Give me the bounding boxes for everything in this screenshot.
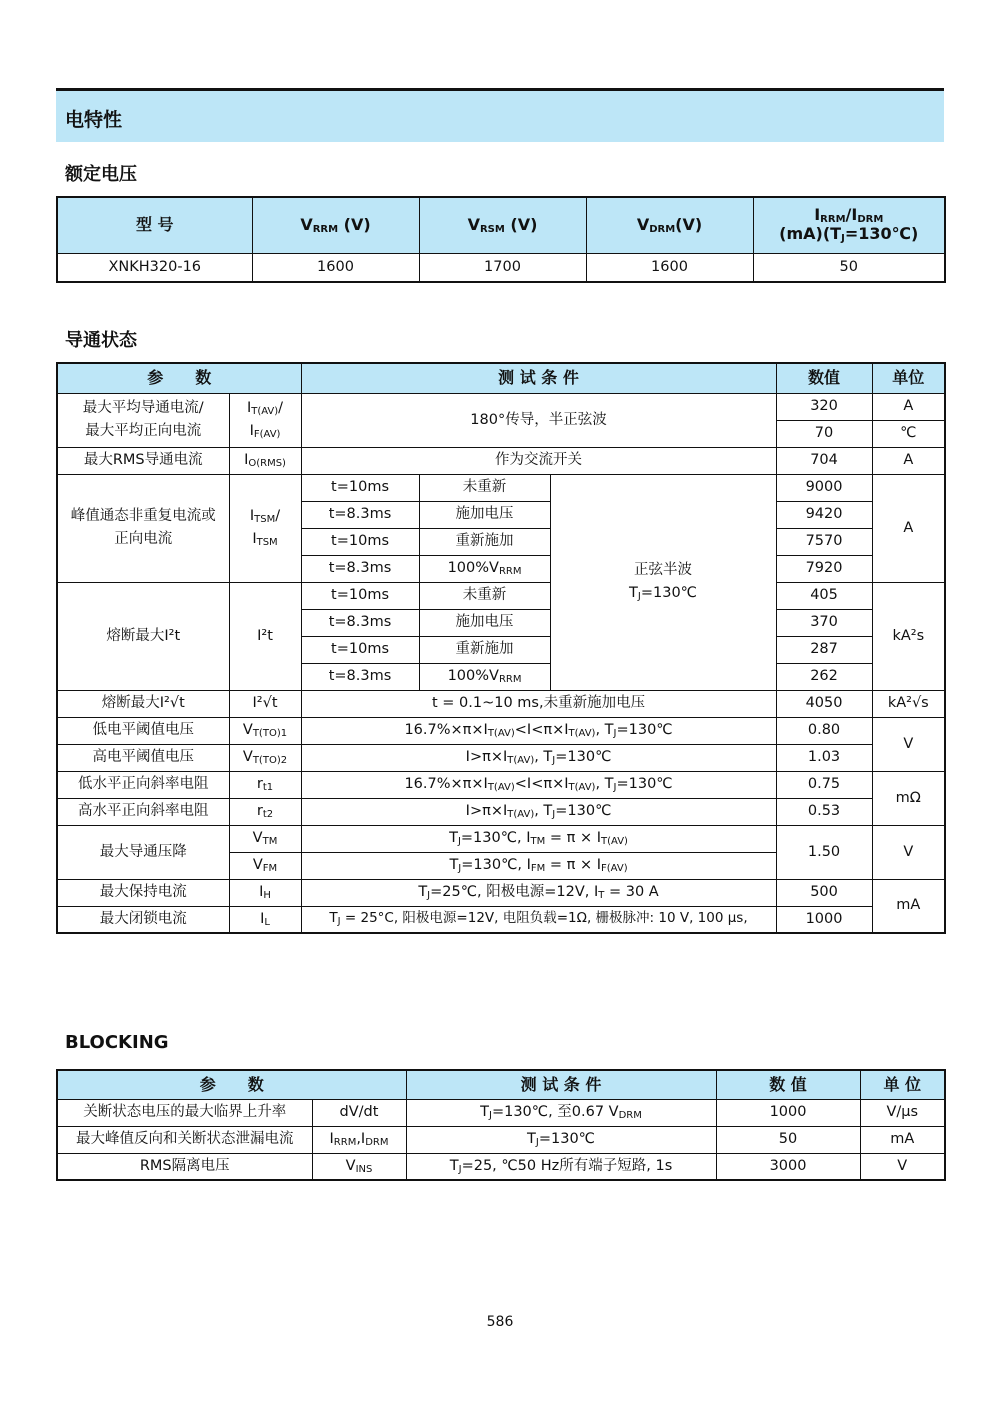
param-i2rt-value: 4050 [776,690,872,717]
param-vfm-cond: $T_J=130℃$, $I_{FM} = \pi \times I_{F(AV)}$ [301,852,776,879]
cell-vrsm: 1700 [419,253,586,282]
blocking-value: 3000 [716,1153,860,1180]
table-row [57,1126,945,1153]
param-itav-value: 320 [776,393,872,420]
param-ih-cond: $T_J=25℃$, 阳极电源=12V, $I_T = 30$ A [301,879,776,906]
i2t-cond: 重新施加 [419,636,550,663]
rated-voltage-heading: 额定电压 [65,164,137,185]
i2t-value: 405 [776,582,872,609]
i2t-value: 370 [776,609,872,636]
blocking-symbol: $V_{INS}$ [312,1153,406,1180]
blocking-value: 1000 [716,1099,860,1126]
header-param: 参 数 [57,1070,406,1099]
param-irms-symbol: $I_{O(RMS)}$ [229,447,301,474]
blocking-table [56,1069,946,1181]
blocking-heading: BLOCKING [65,1032,169,1053]
table-row [57,253,945,282]
itsm-unit: A [872,474,945,582]
param-ih-symbol: $I_H$ [229,879,301,906]
header-model: 型 号 [57,197,252,253]
itsm-value: 7920 [776,555,872,582]
param-vto1-cond: $16.7\%\times\pi\times I_{T(AV)}<I<\pi\times I_{T(AV)}$, $T_J=130℃$ [301,717,776,744]
i2t-value: 262 [776,663,872,690]
param-ifav-value: 70 [776,420,872,447]
header-vrrm: $V_{RRM}$ (V) [252,197,419,253]
blocking-unit: V/µs [860,1099,945,1126]
blocking-symbol: dV/dt [312,1099,406,1126]
blocking-symbol: $I_{RRM},I_{DRM}$ [312,1126,406,1153]
param-ih-unit: mA [872,879,945,933]
itsm-cond: 重新施加 [419,528,550,555]
i2t-cond: $100\%V_{RRM}$ [419,663,550,690]
param-ih-value: 500 [776,879,872,906]
param-vtm-name: 最大导通压降 [57,825,229,879]
on-state-table [56,362,946,934]
section-header-bar [56,88,944,142]
param-vtm-value: 1.50 [776,825,872,879]
param-i2t-name: 熔断最大I²t [57,582,229,690]
table-row [57,393,945,420]
sine-cond: 正弦半波 $T_J=130℃$ [550,474,776,690]
i2t-time: t=8.3ms [301,663,419,690]
blocking-value: 50 [716,1126,860,1153]
param-i2t-symbol: I²t [229,582,301,690]
itsm-value: 7570 [776,528,872,555]
param-il-cond: $T_J = 25^\circ C$, 阳极电源=12V, 电阻负载=1Ω, 栅极脉冲: 10 V, 100 µs, [301,906,776,933]
param-rt1-value: 0.75 [776,771,872,798]
param-vtm-symbol: $V_{TM}$ [229,825,301,852]
param-i2rt-cond: t = 0.1~10 ms,未重新施加电压 [301,690,776,717]
table-row [57,879,945,906]
i2t-time: t=10ms [301,636,419,663]
param-vto2-value: 1.03 [776,744,872,771]
itsm-value: 9420 [776,501,872,528]
table-row [57,744,945,771]
param-il-symbol: $I_L$ [229,906,301,933]
table-row [57,447,945,474]
param-itsm-name: 峰值通态非重复电流或 正向电流 [57,474,229,582]
rated-voltage-table [56,196,946,283]
header-param: 参 数 [57,363,301,393]
itsm-cond: 施加电压 [419,501,550,528]
table-row [57,906,945,933]
param-rt2-cond: $I>\pi\times I_{T(AV)}$, $T_J=130℃$ [301,798,776,825]
header-cond: 测 试 条 件 [301,363,776,393]
param-itav-unit: A [872,393,945,420]
itsm-cond: 未重新 [419,474,550,501]
param-i2rt-unit: kA²√s [872,690,945,717]
itsm-time: t=10ms [301,474,419,501]
param-i2rt-name: 熔断最大I²√t [57,690,229,717]
header-irrm: $I_{RRM}/I_{DRM}$ $(mA)(T_J=130℃)$ [753,197,945,253]
cell-irrm: 50 [753,253,945,282]
param-vto1-symbol: $V_{T(TO)1}$ [229,717,301,744]
on-state-heading: 导通状态 [65,330,137,351]
table-row [57,1153,945,1180]
i2t-cond: 施加电压 [419,609,550,636]
table-row [57,690,945,717]
param-rt1-name: 低水平正向斜率电阻 [57,771,229,798]
param-vtm-unit: V [872,825,945,879]
i2t-cond: 未重新 [419,582,550,609]
section-title: 电特性 [65,109,123,131]
blocking-unit: mA [860,1126,945,1153]
param-itsm-symbol: $I_{TSM}/$ $I_{TSM}$ [229,474,301,582]
table-row [57,474,945,501]
blocking-cond: $T_J=130℃$, 至0.67 $V_{DRM}$ [406,1099,716,1126]
header-value: 数 值 [716,1070,860,1099]
param-itav-name: 最大平均导通电流/ 最大平均正向电流 [57,393,229,447]
blocking-name: 最大峰值反向和关断状态泄漏电流 [57,1126,312,1153]
header-vdrm: $V_{DRM}(V)$ [586,197,753,253]
table-row [57,582,945,609]
param-irms-cond: 作为交流开关 [301,447,776,474]
page-number: 586 [486,1314,514,1330]
header-unit: 单位 [872,363,945,393]
param-i2rt-symbol: I²√t [229,690,301,717]
itsm-time: t=8.3ms [301,555,419,582]
param-irms-name: 最大RMS导通电流 [57,447,229,474]
blocking-unit: V [860,1153,945,1180]
param-il-value: 1000 [776,906,872,933]
param-vto2-name: 高电平阈值电压 [57,744,229,771]
blocking-cond: $T_J=130℃$ [406,1126,716,1153]
blocking-cond: $T_J=25$, ℃50 Hz所有端子短路, 1s [406,1153,716,1180]
param-vto1-value: 0.80 [776,717,872,744]
cell-vrrm: 1600 [252,253,419,282]
param-rt1-cond: $16.7\%\times\pi\times I_{T(AV)}<I<\pi\times I_{T(AV)}$, $T_J=130℃$ [301,771,776,798]
param-il-name: 最大闭锁电流 [57,906,229,933]
param-vfm-symbol: $V_{FM}$ [229,852,301,879]
blocking-name: 关断状态电压的最大临界上升率 [57,1099,312,1126]
param-vto1-name: 低电平阈值电压 [57,717,229,744]
param-rt2-name: 高水平正向斜率电阻 [57,798,229,825]
param-irms-unit: A [872,447,945,474]
itsm-time: t=8.3ms [301,501,419,528]
param-vto2-symbol: $V_{T(TO)2}$ [229,744,301,771]
header-unit: 单 位 [860,1070,945,1099]
header-vrsm: $V_{RSM}$ (V) [419,197,586,253]
itsm-time: t=10ms [301,528,419,555]
i2t-unit: kA²s [872,582,945,690]
param-ih-name: 最大保持电流 [57,879,229,906]
param-vtm-cond: $T_J=130℃$, $I_{TM} = \pi \times I_{T(AV)}$ [301,825,776,852]
param-itav-cond: 180°传导，半正弦波 [301,393,776,447]
itsm-cond: $100\%V_{RRM}$ [419,555,550,582]
param-ifav-unit: ℃ [872,420,945,447]
header-cond: 测 试 条 件 [406,1070,716,1099]
i2t-value: 287 [776,636,872,663]
cell-vdrm: 1600 [586,253,753,282]
i2t-time: t=8.3ms [301,609,419,636]
param-itav-symbol: $I_{T(AV)}/$ $I_{F(AV)}$ [229,393,301,447]
param-vto2-cond: $I>\pi\times I_{T(AV)}$, $T_J=130℃$ [301,744,776,771]
param-rt1-symbol: $r_{t1}$ [229,771,301,798]
param-rt2-value: 0.53 [776,798,872,825]
table-row [57,771,945,798]
param-irms-value: 704 [776,447,872,474]
table-row [57,717,945,744]
itsm-value: 9000 [776,474,872,501]
table-row [57,798,945,825]
param-rt-unit: mΩ [872,771,945,825]
blocking-name: RMS隔离电压 [57,1153,312,1180]
param-rt2-symbol: $r_{t2}$ [229,798,301,825]
header-value: 数值 [776,363,872,393]
table-row [57,825,945,852]
table-row [57,1099,945,1126]
i2t-time: t=10ms [301,582,419,609]
param-vto-unit: V [872,717,945,771]
cell-model: XNKH320-16 [57,253,252,282]
